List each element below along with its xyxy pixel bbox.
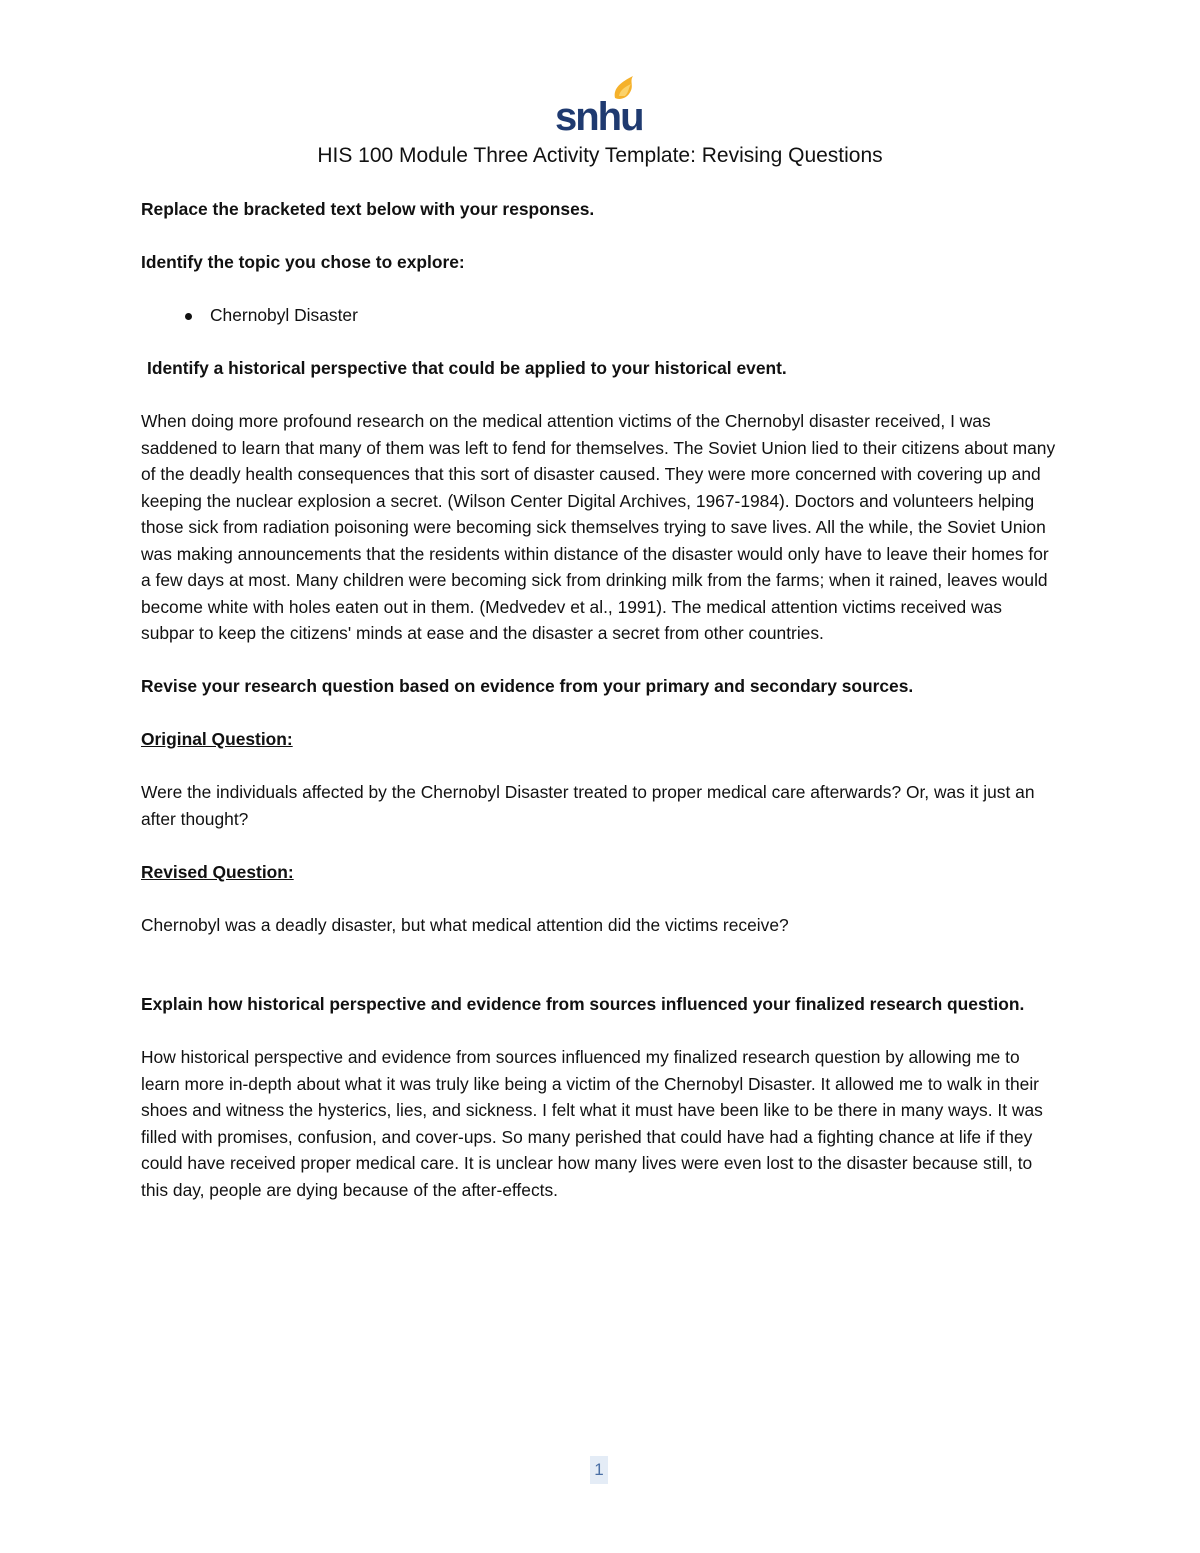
original-question: Were the individuals affected by the Chernobyl Disaster treated to proper medical care afterwards? Or, was it just an after thought? [141,782,1035,829]
original-question-label: Original Question: [141,729,293,749]
page-number: 1 [590,1456,608,1484]
snhu-logo [553,72,643,134]
bullet-icon [185,313,192,320]
flame-icon [553,72,643,134]
explain-response: How historical perspective and evidence from sources influenced my finalized research question by allowing me to learn more in-depth about what it was truly like being a victim of the Chernobyl Disaster. It allowed me to walk in their shoes and witness the hysterics, lies, and sickness. I felt what it must have been like to be there in many ways. It was filled with promises, confusion, and cover-ups. So many perished that could have had a fighting chance at life if they could have received proper medical care. It is unclear how many lives were even lost to the disaster because still, to this day, people are dying because of the after-effects. [141,1047,1043,1200]
list-item [141,302,1056,329]
document-title: HIS 100 Module Three Activity Template: Revising Questions [317,144,883,167]
document-body [141,196,1056,1203]
perspective-prompt: Identify a historical perspective that could be applied to your historical event. [147,358,787,378]
instructions: Replace the bracketed text below with your responses. [141,199,595,219]
topic-prompt: Identify the topic you chose to explore: [141,252,465,272]
logo-wordmark: snhu [555,95,643,134]
revise-prompt: Revise your research question based on evidence from your primary and secondary sources. [141,676,914,696]
explain-prompt: Explain how historical perspective and evidence from sources influenced your finalized research question. [141,994,1025,1014]
perspective-response: When doing more profound research on the medical attention victims of the Chernobyl disaster received, I was saddened to learn that many of them was left to fend for themselves. The Soviet Union lied to their citizens about many of the deadly health consequences that this sort of disaster caused. They were more concerned with covering up and keeping the nuclear explosion a secret. (Wilson Center Digital Archives, 1967-1984). Doctors and volunteers helping those sick from radiation poisoning were becoming sick themselves trying to save lives. All the while, the Soviet Union was making announcements that the residents within distance of the disaster would only have to leave their homes for a few days at most. Many children were becoming sick from drinking milk from the farms; when it rained, leaves would become white with holes eaten out in them. (Medvedev et al., 1991). The medical attention victims received was subpar to keep the citizens' minds at ease and the disaster a secret from other countries. [141,411,1056,643]
topic-item-label: Chernobyl Disaster [210,305,358,325]
revised-question: Chernobyl was a deadly disaster, but what medical attention did the victims receive? [141,914,789,935]
topic-list [141,302,1056,329]
revised-question-label: Revised Question: [141,861,294,882]
